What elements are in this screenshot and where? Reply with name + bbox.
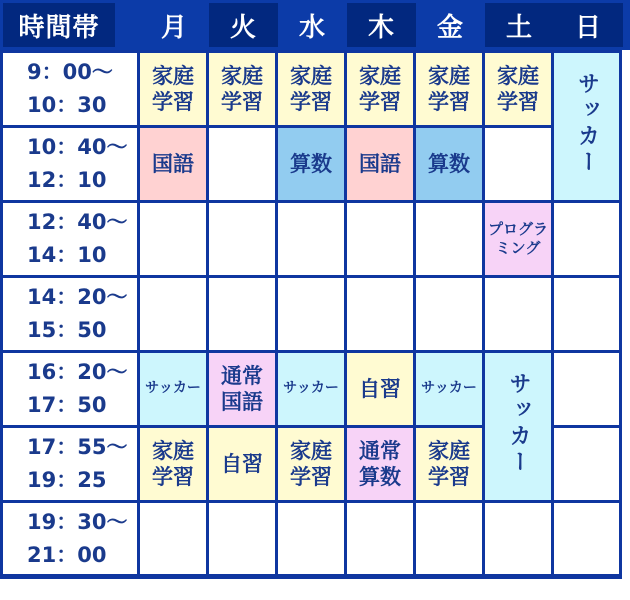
cell-tue-empty: [208, 202, 277, 277]
cell-sat-empty: [484, 277, 553, 352]
time-cell-6: 17：55～ 19：25: [2, 427, 139, 502]
cell-thu-self-study: 自習: [346, 352, 415, 427]
cell-wed-math: 算数: [277, 127, 346, 202]
time-cell-7: 19：30～ 21：00: [2, 502, 139, 577]
cell-mon-empty: [139, 202, 208, 277]
cell-fri-home-study: 家庭 学習: [415, 427, 484, 502]
cell-tue-self-study: 自習: [208, 427, 277, 502]
cell-wed-empty: [277, 502, 346, 577]
time-cell-3: 12：40～ 14：10: [2, 202, 139, 277]
table-row-3: [2, 202, 621, 277]
cell-wed-home-study: 家庭 学習: [277, 52, 346, 127]
header-day-tue: 火: [209, 0, 278, 50]
header-time-column: [0, 0, 140, 50]
cell-sun-empty: [553, 277, 621, 352]
cell-thu-empty: [346, 502, 415, 577]
cell-mon-empty: [139, 277, 208, 352]
header-day-wed: 水: [298, 12, 326, 43]
header-day-thu: 木: [347, 0, 416, 50]
cell-sat-programming: プログラ ミング: [484, 202, 553, 277]
cell-tue-empty: [208, 277, 277, 352]
cell-sat-empty: [484, 127, 553, 202]
cell-fri-soccer: サッカー: [415, 352, 484, 427]
cell-wed-empty: [277, 202, 346, 277]
cell-fri-home-study: 家庭 学習: [415, 52, 484, 127]
cell-sun-empty: [553, 502, 621, 577]
cell-sun-empty: [553, 427, 621, 502]
time-cell-5: 16：20～ 17：50: [2, 352, 139, 427]
header-filler: [623, 0, 630, 50]
cell-thu-empty: [346, 277, 415, 352]
cell-mon-home-study: 家庭 学習: [139, 52, 208, 127]
table-row-7: [2, 502, 621, 577]
cell-sun-soccer-vertical: サッカー: [553, 52, 621, 202]
cell-mon-soccer: サッカー: [139, 352, 208, 427]
cell-sat-empty: [484, 502, 553, 577]
cell-fri-empty: [415, 277, 484, 352]
table-row-5: [2, 352, 621, 427]
cell-tue-empty: [208, 127, 277, 202]
cell-thu-home-study: 家庭 学習: [346, 52, 415, 127]
cell-sun-empty: [553, 352, 621, 427]
cell-thu-japanese: 国語: [346, 127, 415, 202]
cell-tue-home-study: 家庭 学習: [208, 52, 277, 127]
time-cell-2: 10：40～ 12：10: [2, 127, 139, 202]
time-cell-1: 9：00～ 10：30: [2, 52, 139, 127]
table-row-1: [2, 52, 621, 127]
cell-wed-soccer: サッカー: [277, 352, 346, 427]
cell-sat-home-study: 家庭 学習: [484, 52, 553, 127]
header-day-sat: 土: [485, 0, 554, 50]
cell-thu-regular-math: 通常 算数: [346, 427, 415, 502]
cell-wed-empty: [277, 277, 346, 352]
timetable-body: [0, 50, 622, 579]
cell-mon-japanese: 国語: [139, 127, 208, 202]
cell-tue-empty: [208, 502, 277, 577]
table-row-2: [2, 127, 621, 202]
cell-mon-home-study: 家庭 学習: [139, 427, 208, 502]
time-cell-4: 14：20～ 15：50: [2, 277, 139, 352]
cell-mon-empty: [139, 502, 208, 577]
cell-wed-home-study: 家庭 学習: [277, 427, 346, 502]
cell-sat-soccer-vertical: サッカー: [484, 352, 553, 502]
cell-fri-empty: [415, 202, 484, 277]
header-day-fri: 金: [436, 12, 464, 43]
cell-fri-math: 算数: [415, 127, 484, 202]
timetable-header-row: [0, 0, 630, 50]
cell-tue-regular-japanese: 通常 国語: [208, 352, 277, 427]
cell-fri-empty: [415, 502, 484, 577]
header-time-label: 時間帯: [3, 3, 115, 47]
cell-thu-empty: [346, 202, 415, 277]
cell-sun-empty: [553, 202, 621, 277]
table-row-4: [2, 277, 621, 352]
header-day-sun: 日: [554, 0, 623, 50]
header-day-mon: 月: [160, 12, 188, 43]
